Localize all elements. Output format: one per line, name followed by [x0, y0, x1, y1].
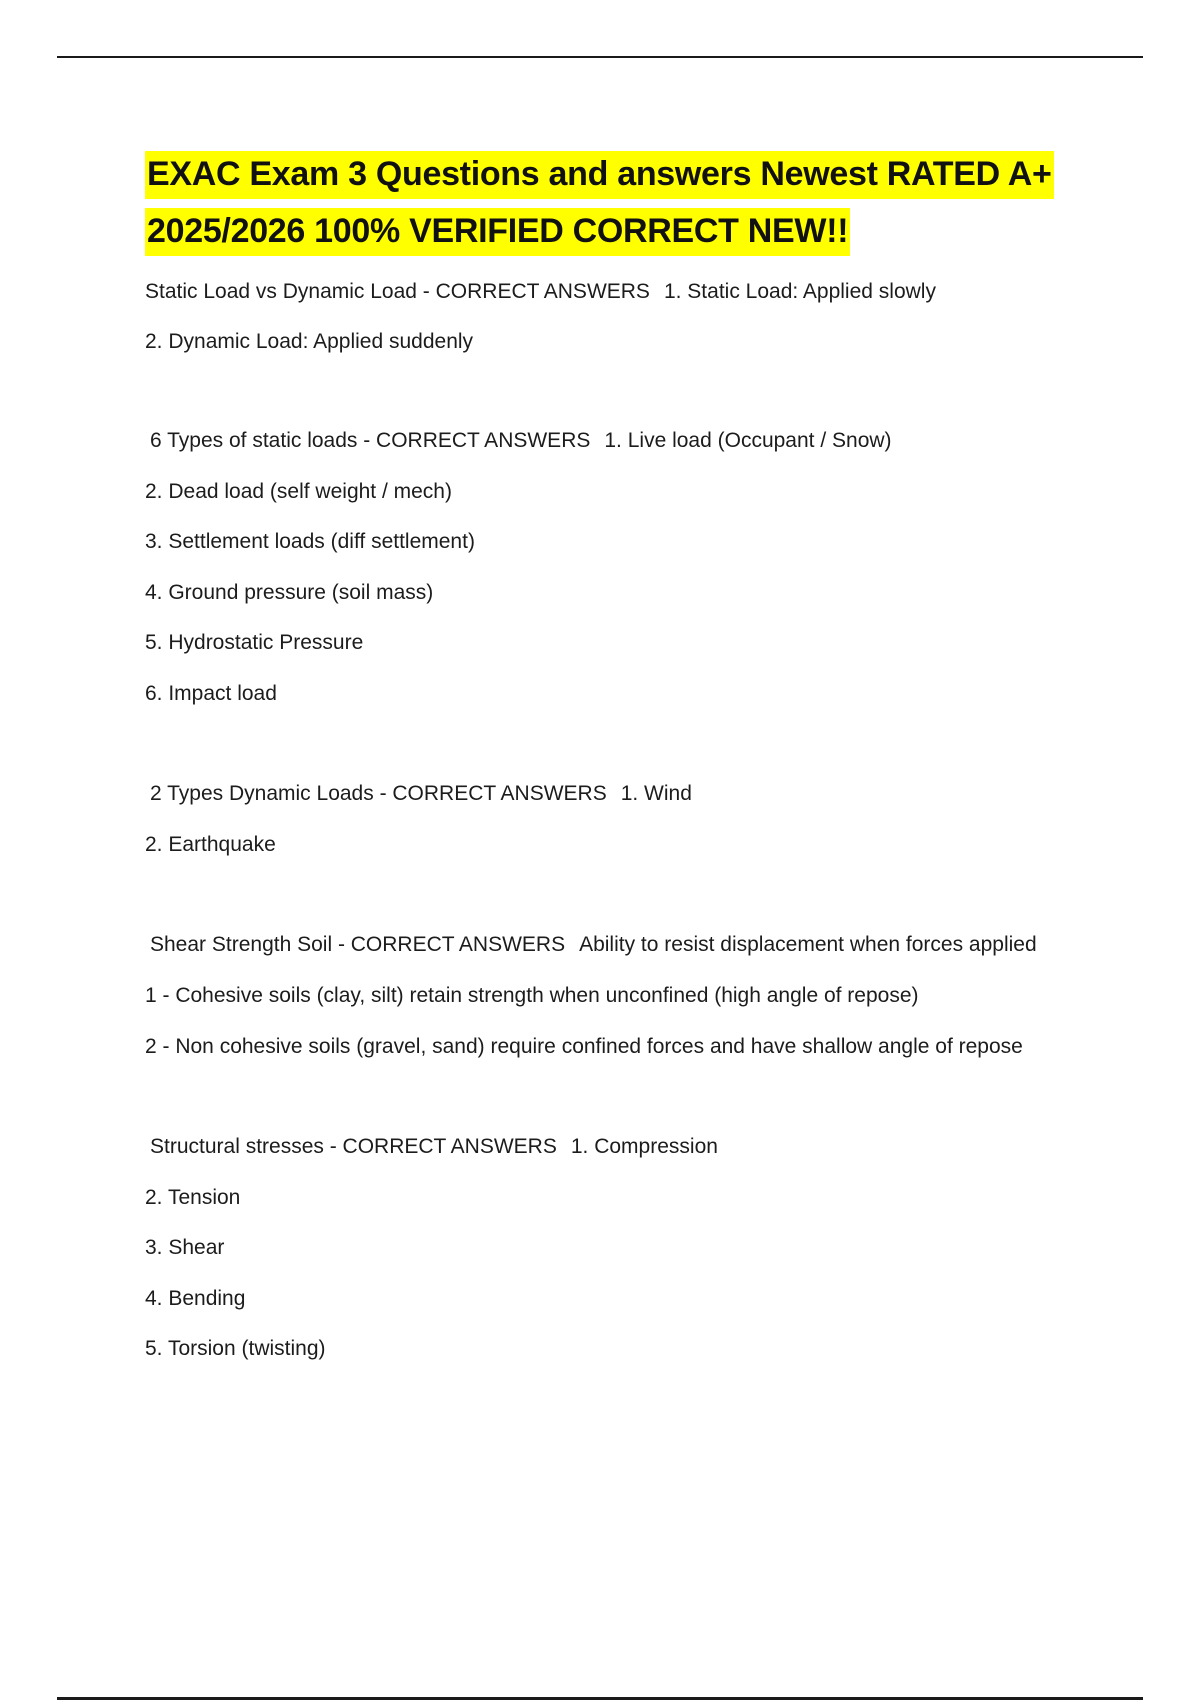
- answer-text: 1. Live load (Occupant / Snow): [604, 429, 892, 452]
- answer-line: 2. Dynamic Load: Applied suddenly: [145, 330, 474, 353]
- qa-question-line: [150, 428, 892, 454]
- question-text: Structural stresses - CORRECT ANSWERS: [150, 1135, 557, 1158]
- answer-line: 3. Shear: [145, 1236, 225, 1259]
- document-title: [145, 146, 1085, 260]
- answer-line: 4. Ground pressure (soil mass): [145, 581, 434, 604]
- question-text: Shear Strength Soil - CORRECT ANSWERS: [150, 933, 566, 956]
- answer-line: 5. Torsion (twisting): [145, 1337, 326, 1360]
- answer-line: 1 - Cohesive soils (clay, silt) retain strength when unconfined (high angle of repose): [145, 984, 919, 1007]
- answer-text: Ability to resist displacement when forces applied: [579, 933, 1037, 956]
- title-line-2: 2025/2026 100% VERIFIED CORRECT NEW!!: [145, 208, 850, 256]
- question-text: Static Load vs Dynamic Load - CORRECT ANSWERS: [145, 280, 650, 303]
- answer-line: 2. Earthquake: [145, 833, 276, 856]
- answer-line: 2 - Non cohesive soils (gravel, sand) require confined forces and have shallow angle of repose: [145, 1035, 1023, 1058]
- answer-line: 5. Hydrostatic Pressure: [145, 631, 364, 654]
- answer-line: 2. Dead load (self weight / mech): [145, 480, 452, 503]
- top-divider: [57, 56, 1143, 58]
- question-text: 2 Types Dynamic Loads - CORRECT ANSWERS: [150, 782, 607, 805]
- answer-text: 1. Static Load: Applied slowly: [663, 280, 936, 303]
- qa-question-line: [150, 932, 1037, 958]
- answer-line: 3. Settlement loads (diff settlement): [145, 530, 475, 553]
- answer-text: 1. Wind: [620, 782, 692, 805]
- title-line-1: EXAC Exam 3 Questions and answers Newest RATED A+: [145, 151, 1054, 199]
- question-text: 6 Types of static loads - CORRECT ANSWERS: [150, 429, 591, 452]
- qa-question-line: [150, 781, 692, 807]
- answer-line: 6. Impact load: [145, 682, 277, 705]
- qa-question-line: [145, 279, 936, 305]
- answer-line: 2. Tension: [145, 1186, 241, 1209]
- answer-line: 4. Bending: [145, 1287, 246, 1310]
- qa-question-line: [150, 1134, 718, 1160]
- answer-text: 1. Compression: [570, 1135, 718, 1158]
